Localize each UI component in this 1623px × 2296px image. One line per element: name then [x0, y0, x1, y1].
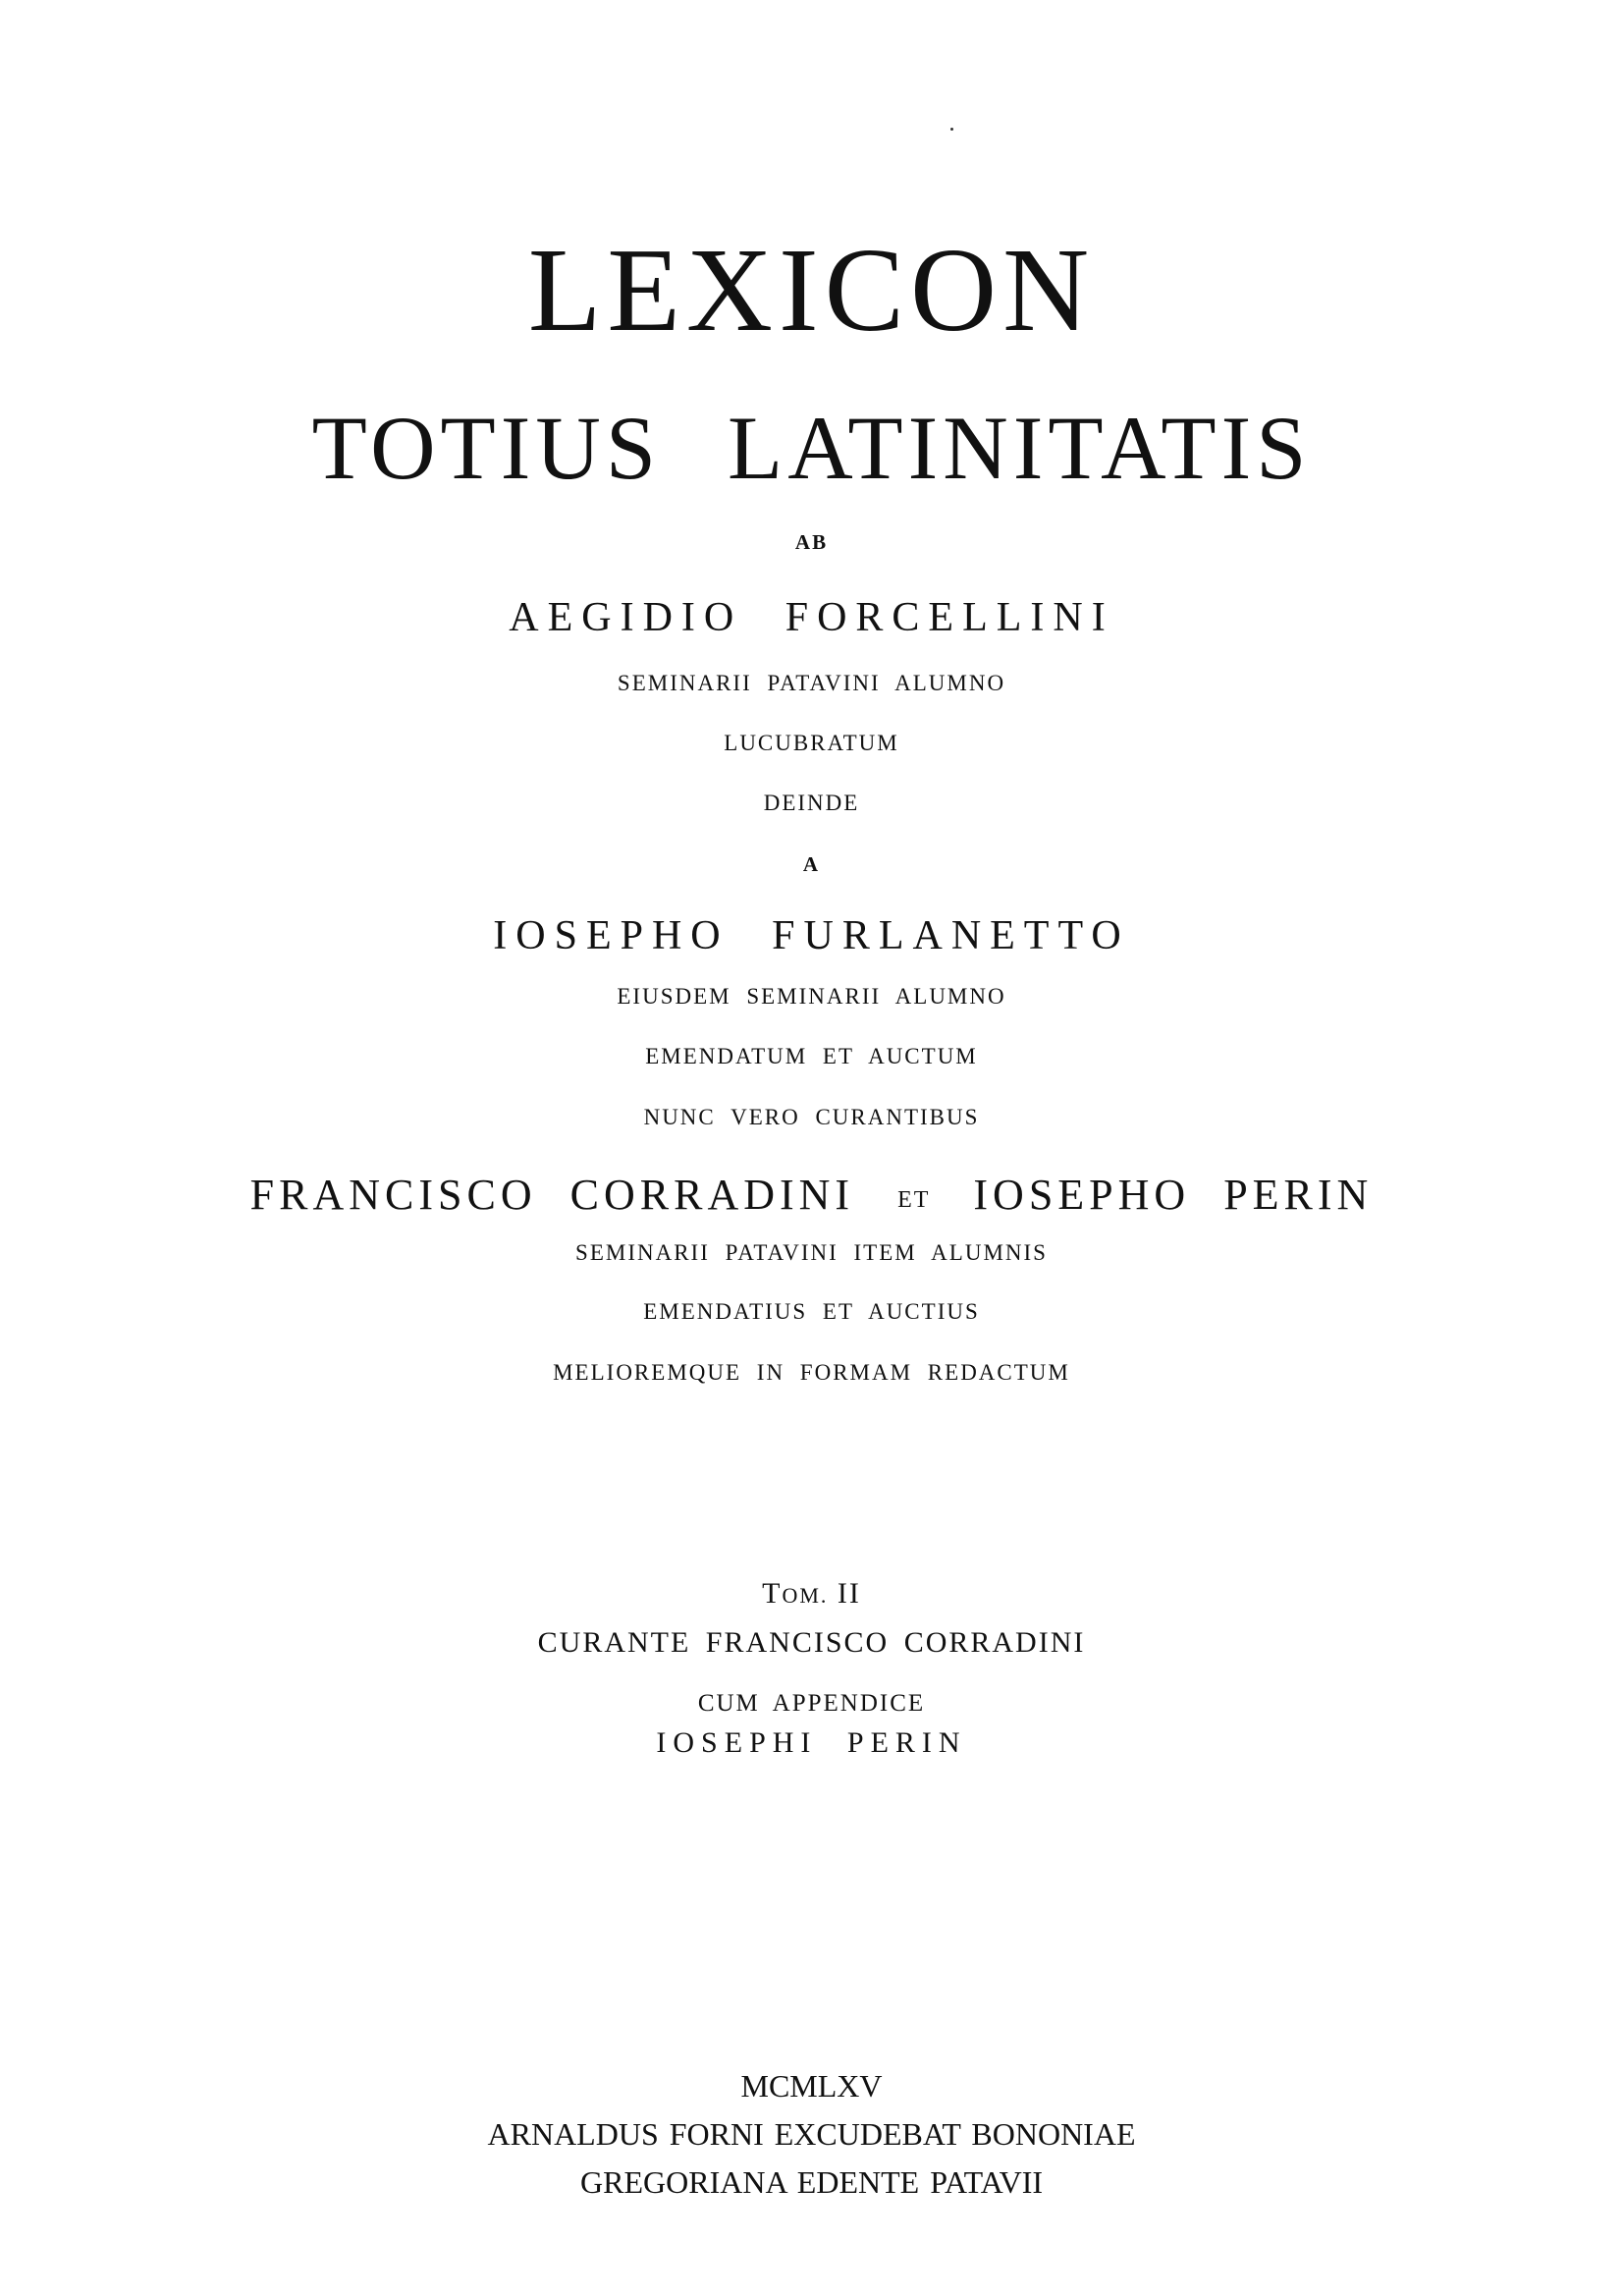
volume-number — [0, 1579, 1623, 1609]
curante-text: CURANTE FRANCISCO CORRADINI — [537, 1626, 1086, 1659]
editors-conjunction: ET — [897, 1187, 931, 1213]
tom-initial: T — [762, 1577, 783, 1610]
subtitle: TOTIUS LATINITATIS — [311, 398, 1312, 498]
editor2-name: IOSEPHO PERIN — [973, 1171, 1374, 1219]
imprint-publisher: GREGORIANA EDENTE PATAVII — [580, 2164, 1043, 2200]
author2-desc: EIUSDEM SEMINARII ALUMNO — [617, 984, 1006, 1009]
emendatum-text: EMENDATUM ET AUCTUM — [645, 1044, 978, 1068]
emendatius-text: EMENDATIUS ET AUCTIUS — [643, 1299, 980, 1324]
imprint-printer: ARNALDUS FORNI EXCUDEBAT BONONIAE — [487, 2116, 1136, 2152]
ab-text: AB — [794, 530, 829, 554]
paper-speck — [950, 128, 953, 131]
main-title: LEXICON — [527, 224, 1096, 356]
nunc-vero-text: NUNC VERO CURANTIBUS — [643, 1105, 980, 1129]
tom-rest: OM. — [782, 1583, 829, 1608]
tom-numeral: II — [837, 1577, 861, 1610]
melioremque-text: MELIOREMQUE IN FORMAM REDACTUM — [553, 1360, 1070, 1385]
author2-name: IOSEPHO FURLANETTO — [493, 913, 1130, 958]
cum-appendice-text: CUM APPENDICE — [697, 1690, 926, 1717]
editors-desc: SEMINARII PATAVINI ITEM ALUMNIS — [575, 1240, 1048, 1265]
editor1-name: FRANCISCO CORRADINI — [249, 1171, 855, 1219]
a-text: A — [802, 852, 821, 876]
author1-name: AEGIDIO FORCELLINI — [509, 595, 1114, 640]
appendix-author: IOSEPHI PERIN — [656, 1726, 967, 1759]
imprint-year: MCMLXV — [740, 2068, 883, 2104]
editors-line — [0, 1171, 1623, 1219]
deinde-text: DEINDE — [763, 791, 860, 815]
lucubratum-text: LUCUBRATUM — [724, 731, 899, 755]
author1-desc: SEMINARII PATAVINI ALUMNO — [617, 671, 1006, 695]
